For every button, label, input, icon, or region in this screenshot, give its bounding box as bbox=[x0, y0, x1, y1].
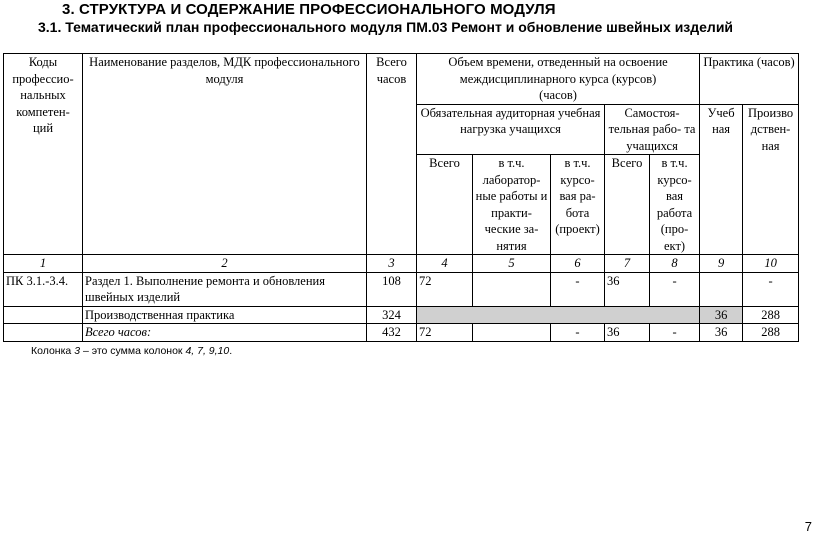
row-total: 108 bbox=[367, 272, 417, 306]
col-number: 10 bbox=[743, 255, 799, 273]
row-shaded-empty bbox=[417, 306, 700, 324]
footnote-col: 3 bbox=[74, 345, 81, 357]
row-code: ПК 3.1.-3.4. bbox=[4, 272, 83, 306]
row-mandatory-course: - bbox=[551, 324, 605, 342]
header-total: Всего часов bbox=[367, 54, 417, 255]
header-independent: Самостоя- тельная рабо- та учащихся bbox=[605, 104, 700, 155]
header-independent-course: в т.ч. курсо- вая работа (про- ект) bbox=[650, 155, 700, 255]
row-edu-practice: 36 bbox=[700, 324, 743, 342]
section-heading: 3. СТРУКТУРА И СОДЕРЖАНИЕ ПРОФЕССИОНАЛЬНОГО МОДУЛЯ bbox=[62, 1, 556, 18]
table-row bbox=[4, 306, 799, 324]
row-mandatory-lab bbox=[473, 324, 551, 342]
row-name: Всего часов: bbox=[83, 324, 367, 342]
col-number: 2 bbox=[83, 255, 367, 273]
row-mandatory-total: 72 bbox=[417, 272, 473, 306]
header-volume-unit: (часов) bbox=[539, 88, 577, 102]
header-edu-practice: Учеб ная bbox=[700, 104, 743, 255]
column-numbers-row bbox=[4, 255, 799, 273]
page-number: 7 bbox=[804, 519, 812, 534]
row-independent-total: 36 bbox=[605, 324, 650, 342]
header-volume-text: Объем времени, отведенный на освоение междисциплинарного курса (курсов) bbox=[448, 55, 668, 86]
row-name: Раздел 1. Выполнение ремонта и обновления швейных изделий bbox=[83, 272, 367, 306]
footnote-prefix: Колонка bbox=[31, 345, 75, 357]
header-practice: Практика (часов) bbox=[700, 54, 799, 105]
thematic-plan-table bbox=[3, 53, 799, 342]
header-names: Наименование разделов, МДК профессионального модуля bbox=[83, 54, 367, 255]
row-code bbox=[4, 306, 83, 324]
footnote-cols: 4, 7, 9,10 bbox=[185, 345, 230, 357]
col-number: 1 bbox=[4, 255, 83, 273]
row-mandatory-course: - bbox=[551, 272, 605, 306]
header-mandatory-course: в т.ч. курсо- вая ра- бота (проект) bbox=[551, 155, 605, 255]
row-total: 432 bbox=[367, 324, 417, 342]
row-independent-course: - bbox=[650, 272, 700, 306]
header-codes: Коды профессио- нальных компетен- ций bbox=[4, 54, 83, 255]
row-prod-practice: 288 bbox=[743, 306, 799, 324]
row-mandatory-total: 72 bbox=[417, 324, 473, 342]
row-mandatory-lab bbox=[473, 272, 551, 306]
col-number: 6 bbox=[551, 255, 605, 273]
row-edu-practice bbox=[700, 272, 743, 306]
col-number: 8 bbox=[650, 255, 700, 273]
row-prod-practice: 288 bbox=[743, 324, 799, 342]
col-number: 7 bbox=[605, 255, 650, 273]
col-number: 5 bbox=[473, 255, 551, 273]
table-row bbox=[4, 324, 799, 342]
col-number: 9 bbox=[700, 255, 743, 273]
col-number: 3 bbox=[367, 255, 417, 273]
section-subheading: 3.1. Тематический план профессионального модуля ПМ.03 Ремонт и обновление швейных изделий bbox=[38, 19, 734, 35]
header-mandatory-total: Всего bbox=[417, 155, 473, 255]
header-mandatory-lab: в т.ч. лаборатор- ные работы и практи- ческие за- нятия bbox=[473, 155, 551, 255]
footnote bbox=[31, 345, 232, 357]
row-edu-practice: 36 bbox=[700, 306, 743, 324]
row-independent-total: 36 bbox=[605, 272, 650, 306]
footnote-middle: – это сумма колонок bbox=[80, 345, 186, 357]
row-code bbox=[4, 324, 83, 342]
row-prod-practice: - bbox=[743, 272, 799, 306]
footnote-suffix: . bbox=[229, 345, 233, 357]
header-mandatory: Обязательная аудиторная учебная нагрузка учащихся bbox=[417, 104, 605, 155]
header-prod-practice: Произво дствен- ная bbox=[743, 104, 799, 255]
row-independent-course: - bbox=[650, 324, 700, 342]
table-row bbox=[4, 272, 799, 306]
header-independent-total: Всего bbox=[605, 155, 650, 255]
header-volume bbox=[417, 54, 700, 105]
row-name: Производственная практика bbox=[83, 306, 367, 324]
row-total: 324 bbox=[367, 306, 417, 324]
col-number: 4 bbox=[417, 255, 473, 273]
